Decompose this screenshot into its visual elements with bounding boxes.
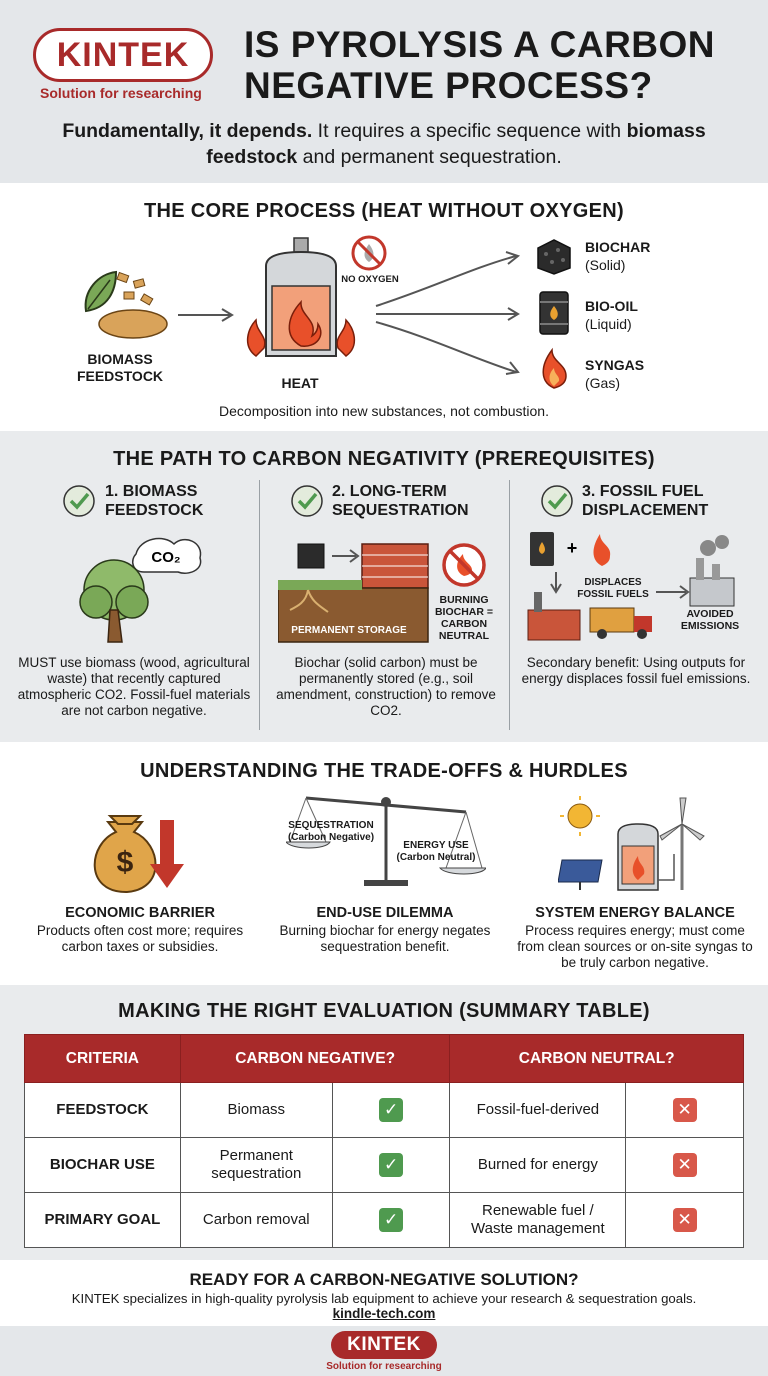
table-row xyxy=(25,1083,744,1138)
column-divider xyxy=(509,480,510,730)
check-circle-icon xyxy=(62,484,96,518)
output-arrows-icon xyxy=(372,248,522,378)
no-oxygen-label: NO OXYGEN xyxy=(341,274,399,285)
footer-tagline: Solution for researching xyxy=(326,1361,442,1372)
check-circle-icon xyxy=(290,484,324,518)
biochar-label: BIOCHAR xyxy=(585,239,651,255)
tradeoff-heading-enduse: END-USE DILEMMA xyxy=(316,905,454,921)
kintek-logo[interactable]: KINTEK xyxy=(33,28,213,82)
prereq-heading-sequestration: 2. LONG-TERM SEQUESTRATION xyxy=(332,483,469,519)
reactor-heat-icon xyxy=(238,236,364,374)
heat-label: HEAT xyxy=(281,375,319,391)
column-header: CARBON NEUTRAL? xyxy=(450,1035,744,1083)
system-energy-icon xyxy=(558,794,708,892)
table-header-row xyxy=(25,1035,744,1083)
prereq-text-sequestration: Biochar (solid carbon) must be permanently stored (e.g., soil amendment, construction) to remove CO2. xyxy=(276,655,496,718)
cta-text: KINTEK specializes in high-quality pyrolysis lab equipment to achieve your research & sequestration goals. xyxy=(71,1291,697,1306)
no-burning-icon xyxy=(441,542,487,588)
column-divider xyxy=(259,480,260,730)
scale-right-label: ENERGY USE (Carbon Neutral) xyxy=(396,840,476,863)
criteria-cell: PRIMARY GOAL xyxy=(25,1193,181,1248)
bio-oil-state: (Liquid) xyxy=(585,316,632,332)
burning-biochar-note: BURNING BIOCHAR = CARBON NEUTRAL xyxy=(434,594,494,642)
permanent-storage-tag: PERMANENT STORAGE xyxy=(291,625,407,636)
arrow-right-icon xyxy=(176,305,236,325)
check-circle-icon xyxy=(540,484,574,518)
cta-heading: READY FOR A CARBON-NEGATIVE SOLUTION? xyxy=(189,1270,579,1289)
footer-kintek-logo[interactable]: KINTEK xyxy=(331,1331,437,1359)
syngas-flame-icon xyxy=(536,346,572,390)
column-header: CARBON NEGATIVE? xyxy=(180,1035,450,1083)
website-link[interactable]: kindle-tech.com xyxy=(332,1306,436,1321)
summary-title: MAKING THE RIGHT EVALUATION (SUMMARY TABLE) xyxy=(118,1000,650,1022)
avoided-emissions-tag: AVOIDED EMISSIONS xyxy=(680,608,740,632)
page-title: IS PYROLYSIS A CARBON NEGATIVE PROCESS? xyxy=(244,24,716,106)
negative-cell: Biomass xyxy=(180,1083,332,1138)
tradeoff-text-enduse: Burning biochar for energy negates sequestration benefit. xyxy=(279,923,491,954)
tradeoff-text-energy: Process requires energy; must come from clean sources or on-site syngas to be truly carbon negative. xyxy=(517,923,753,970)
neutral-cell: Fossil-fuel-derived xyxy=(450,1083,626,1138)
summary-table xyxy=(24,1034,744,1248)
prereq-text-displacement: Secondary benefit: Using outputs for energy displaces fossil fuel emissions. xyxy=(521,655,751,686)
tradeoff-text-economic: Products often cost more; requires carbon taxes or subsidies. xyxy=(36,923,244,954)
bio-oil-barrel-icon xyxy=(534,290,574,336)
tree-co2-icon xyxy=(70,530,210,645)
biochar-state: (Solid) xyxy=(585,257,626,273)
biomass-feedstock-label: BIOMASS FEEDSTOCK xyxy=(76,351,164,384)
neutral-cell: Burned for energy xyxy=(450,1138,626,1193)
tradeoff-heading-energy: SYSTEM ENERGY BALANCE xyxy=(535,905,735,921)
neutral-cell: Renewable fuel / Waste management xyxy=(450,1193,626,1248)
svg-text:+: + xyxy=(566,538,578,558)
cross-icon: ✕ xyxy=(673,1098,697,1122)
co2-cloud-text: CO₂ xyxy=(151,549,181,566)
intro-text: Fundamentally, it depends. It requires a specific sequence with biomass feedstock and permanent sequestration. xyxy=(62,120,706,168)
check-icon: ✓ xyxy=(379,1153,403,1177)
core-process-caption: Decomposition into new substances, not combustion. xyxy=(219,403,549,419)
criteria-cell: BIOCHAR USE xyxy=(25,1138,181,1193)
syngas-state: (Gas) xyxy=(585,375,620,391)
tradeoffs-title: UNDERSTANDING THE TRADE-OFFS & HURDLES xyxy=(140,760,628,782)
prereq-heading-displacement: 3. FOSSIL FUEL DISPLACEMENT xyxy=(582,483,709,519)
check-icon: ✓ xyxy=(379,1098,403,1122)
syngas-label: SYNGAS xyxy=(585,357,645,373)
negative-cell: Carbon removal xyxy=(180,1193,332,1248)
table-row xyxy=(25,1193,744,1248)
criteria-cell: FEEDSTOCK xyxy=(25,1083,181,1138)
money-bag-down-icon xyxy=(84,800,194,896)
tradeoff-heading-economic: ECONOMIC BARRIER xyxy=(65,905,215,921)
biochar-icon xyxy=(532,236,576,276)
prereq-heading-biomass: 1. BIOMASS FEEDSTOCK xyxy=(105,483,204,519)
biomass-feedstock-icon xyxy=(78,266,168,346)
cross-icon: ✕ xyxy=(673,1153,697,1177)
cross-icon: ✕ xyxy=(673,1208,697,1232)
prereq-text-biomass: MUST use biomass (wood, agricultural waste) that recently captured atmospheric CO2. Fossil-fuel materials are not carbon negative. xyxy=(17,655,251,718)
scale-left-label: SEQUESTRATION (Carbon Negative) xyxy=(287,820,375,843)
negative-cell: Permanent sequestration xyxy=(180,1138,332,1193)
prerequisites-title: THE PATH TO CARBON NEGATIVITY (PREREQUISITES) xyxy=(113,448,655,470)
logo-tagline: Solution for researching xyxy=(40,85,202,101)
svg-text:$: $ xyxy=(116,846,134,879)
table-row xyxy=(25,1138,744,1193)
core-process-title: THE CORE PROCESS (HEAT WITHOUT OXYGEN) xyxy=(144,200,624,222)
column-header: CRITERIA xyxy=(25,1035,181,1083)
bio-oil-label: BIO-OIL xyxy=(585,298,638,314)
displaces-fossil-tag: DISPLACES FOSSIL FUELS xyxy=(577,577,649,600)
check-icon: ✓ xyxy=(379,1208,403,1232)
